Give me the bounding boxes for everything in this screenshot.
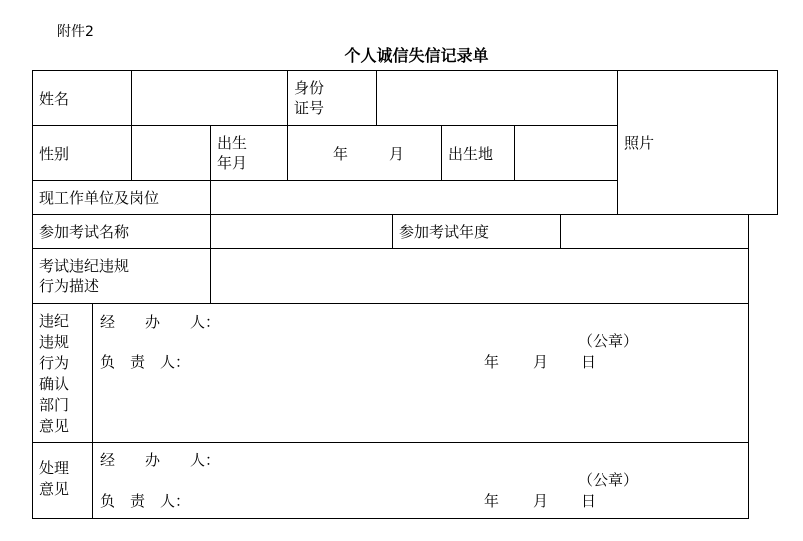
birthplace-field[interactable] xyxy=(514,125,618,181)
gender-field[interactable] xyxy=(131,125,211,181)
birth-month-label: 出生 年月 xyxy=(217,134,248,172)
photo-label: 照片 xyxy=(624,134,655,152)
confirm-day-unit: 日 xyxy=(581,353,597,371)
cell-workplace-label xyxy=(32,180,211,215)
exam-year-label: 参加考试年度 xyxy=(399,223,490,241)
violation-desc-field[interactable] xyxy=(210,248,749,304)
workplace-label: 现工作单位及岗位 xyxy=(39,189,160,207)
name-field[interactable] xyxy=(131,70,288,126)
attachment-label: 附件2 xyxy=(57,24,94,40)
id-number-field[interactable] xyxy=(376,70,618,126)
birth-date-field[interactable] xyxy=(287,125,442,181)
gender-label: 性别 xyxy=(39,145,70,163)
cell-exam-year-label xyxy=(392,214,561,249)
exam-name-label: 参加考试名称 xyxy=(39,223,130,241)
photo-cell[interactable] xyxy=(617,70,778,215)
id-number-label: 身份 证号 xyxy=(294,79,325,117)
handling-label: 处理 意见 xyxy=(39,459,70,498)
violation-desc-label: 考试违纪违规 行为描述 xyxy=(39,257,130,295)
cell-birthplace-label xyxy=(441,125,515,181)
cell-name-label xyxy=(32,70,132,126)
confirm-dept-opinion-field[interactable] xyxy=(92,303,749,443)
form-title: 个人诚信失信记录单 xyxy=(344,46,489,65)
workplace-field[interactable] xyxy=(210,180,618,215)
cell-id-label xyxy=(287,70,377,126)
name-label: 姓名 xyxy=(39,90,70,108)
confirm-month-unit: 月 xyxy=(533,353,549,371)
cell-exam-name-label xyxy=(32,214,211,249)
handling-opinion-field[interactable] xyxy=(92,442,749,519)
confirm-year-unit: 年 xyxy=(484,353,500,371)
cell-gender-label xyxy=(32,125,132,181)
handling-month-unit: 月 xyxy=(533,492,549,510)
handling-handler-label: 经 办 人： xyxy=(100,451,221,469)
handling-seal-label: （公章） xyxy=(578,471,639,489)
handling-year-unit: 年 xyxy=(484,492,500,510)
cell-confirm-dept-label xyxy=(32,303,93,443)
confirm-handler-label: 经 办 人： xyxy=(100,313,221,331)
birth-month-unit: 月 xyxy=(389,145,405,163)
birthplace-label: 出生地 xyxy=(448,145,494,163)
cell-birth-label xyxy=(210,125,288,181)
exam-name-field[interactable] xyxy=(210,214,393,249)
handling-person-in-charge-label: 负 责 人： xyxy=(100,492,191,510)
confirm-seal-label: （公章） xyxy=(578,332,639,350)
exam-year-field[interactable] xyxy=(560,214,749,249)
confirm-dept-label: 违纪 违规 行为 确认 部门 意见 xyxy=(39,312,70,435)
handling-day-unit: 日 xyxy=(581,492,597,510)
cell-violation-desc-label xyxy=(32,248,211,304)
birth-year-unit: 年 xyxy=(333,145,349,163)
cell-handling-label xyxy=(32,442,93,519)
confirm-person-in-charge-label: 负 责 人： xyxy=(100,353,191,371)
